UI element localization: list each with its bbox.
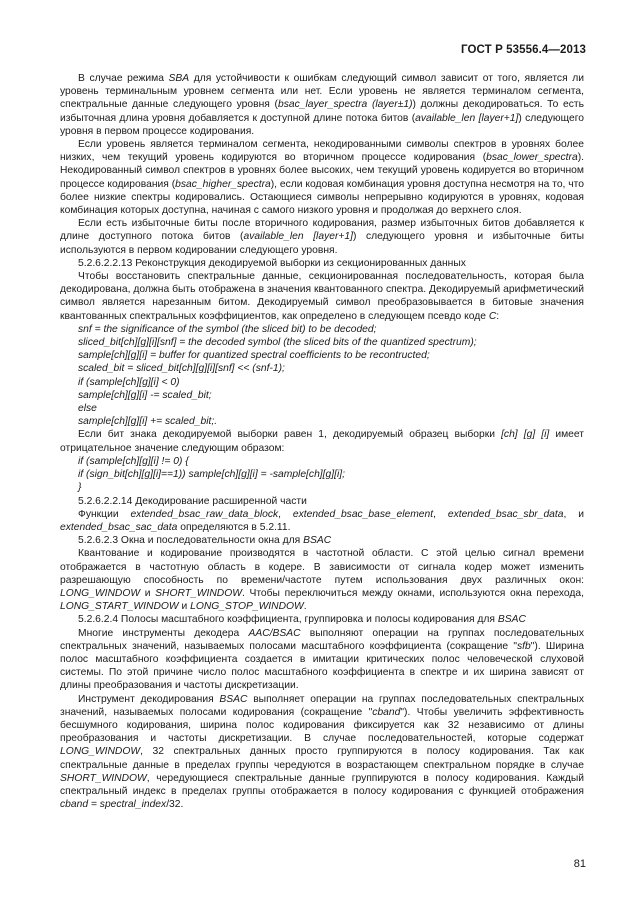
code-line: if (sign_bit[ch][g][i]==1)) sample[ch][g][i] = -sample[ch][g][i]; [78, 469, 345, 481]
body-paragraph: Квантование и кодирование производятся в частотной области. С этой целью сигнал времени отображается в частотную область в кодере. В зависимости от сигнала кодер может изменить разрешающую способность по времени/частоте путем использования двух различных окон: LONG_WINDOW и SHORT_WINDOW. Чтобы переключиться между окнами, используются окна перехода, LONG_START_WINDOW и LONG_STOP_WINDOW. [60, 548, 584, 613]
code-line: if (sample[ch][g][i] < 0) [78, 376, 180, 388]
section-heading: 5.2.6.2.3 Окна и последовательности окна для BSAC [78, 535, 332, 547]
section-heading: 5.2.6.2.2.13 Реконструкция декодируемой выборки из секционированных данных [78, 257, 466, 269]
document-body [60, 72, 584, 811]
page-number: 81 [573, 858, 586, 870]
body-paragraph: Функции extended_bsac_raw_data_block, extended_bsac_base_element, extended_bsac_sbr_data, и extended_bsac_sac_data определяются в 5.2.11. [60, 508, 584, 533]
section-heading: 5.2.6.2.4 Полосы масштабного коэффициента, группировка и полосы кодирования для BSAC [78, 614, 526, 626]
body-paragraph: Если бит знака декодируемой выборки равен 1, декодируемый образец выборки [ch] [g] [i] имеет отрицательное значение следующим образом: [60, 429, 584, 454]
document-header-standard: ГОСТ Р 53556.4—2013 [461, 44, 586, 56]
body-paragraph: Если уровень является терминалом сегмента, некодированными символы спектров в уровнях более низких, чем текущий уровень кодируются во вторичном процессе кодирования (bsac_lower_spectra). Некодированный символ спектров в уровнях более высоких, чем текущий уровень кодируется во вторичном процессе кодирования (bsac_higher_spectra), если кодовая комбинация уровня доступна несмотря на то, что более низкие спектры кодировались. Остающиеся символы непрерывно кодируются в уровнях, кодовая комбинация которых доступна, начиная с самого низкого уровня и продолжая до верхнего слоя. [60, 139, 584, 217]
body-paragraph: В случае режима SBA для устойчивости к ошибкам следующий символ зависит от того, является ли уровень терминальным уровнем сегмента или нет. Если уровень не является терминалом сегмента, спектральные данные следующего уровня (bsac_layer_spectra (layer±1)) должны декодироваться. То есть избыточная длина уровня добавляется к доступной длине потока битов (available_len [layer+1]) следующего уровня в первом процессе кодирования. [60, 73, 584, 137]
body-paragraph: Чтобы восстановить спектральные данные, секционированная последовательность, которая была декодирована, должна быть отображена в значения квантованного спектра. Декодируемый арифметический символ является нарезанным битом. Декодируемый символ преобразовывается в битовые значения квантованных спектральных коэффициентов, как определено в следующем псевдо коде C: [60, 271, 584, 322]
body-paragraph: Инструмент декодирования BSAC выполняет операции на группах последовательных спектральных значений, называемых полосами кодирования (сокращение "cband"). Чтобы увеличить эффективность бесшумного кодирования, ширина полос кодирования фиксируется как 32 независимо от длины преобразования и частоты дискретизации. В случае последовательностей, которые содержат LONG_WINDOW, 32 спектральных данных просто группируются в полосу кодирования. Так как спектральные данные в пределах группы чередуются в возрастающем спектральном порядке в случае SHORT_WINDOW, чередующиеся спектральные данные группируются в полосу кодирования. Каждый спектральный индекс в пределах группы отображается в полосу кодирования с функцией отображения cband = spectral_index/32. [60, 693, 584, 811]
code-line: else [78, 403, 97, 415]
code-line: snf = the significance of the symbol (the sliced bit) to be decoded; [78, 323, 377, 335]
section-heading: 5.2.6.2.2.14 Декодирование расширенной части [78, 495, 307, 507]
code-line: sliced_bit[ch][g][i][snf] = the decoded symbol (the sliced bits of the quantized spectrum); [78, 337, 477, 349]
code-line: sample[ch][g][i] -= scaled_bit; [78, 389, 212, 401]
code-line: if (sample[ch][g][i] != 0) { [78, 455, 189, 467]
code-line: sample[ch][g][i] += scaled_bit;. [78, 416, 218, 428]
body-paragraph: Многие инструменты декодера AAC/BSAC выполняют операции на группах последовательных спектральных значений, называемых полосами масштабного коэффициента (сокращение "sfb"). Ширина полос масштабного коэффициента создается в имитации критических полос человеческой слуховой системы. По этой причине число полос масштабного коэффициента в спектре и их ширина зависят от длины преобразования и частоты дискретизации. [60, 627, 584, 692]
body-paragraph: Если есть избыточные биты после вторичного кодирования, размер избыточных битов добавляется к длине доступного потока битов (available_len [layer+1]) следующего уровня и избыточные биты используются в первом кодировании следующего уровня. [60, 218, 584, 256]
code-line: } [78, 482, 82, 494]
code-line: sample[ch][g][i] = buffer for quantized spectral coefficients to be recontructed; [78, 350, 430, 362]
code-line: scaled_bit = sliced_bit[ch][g][i][snf] << (snf-1); [78, 363, 285, 375]
